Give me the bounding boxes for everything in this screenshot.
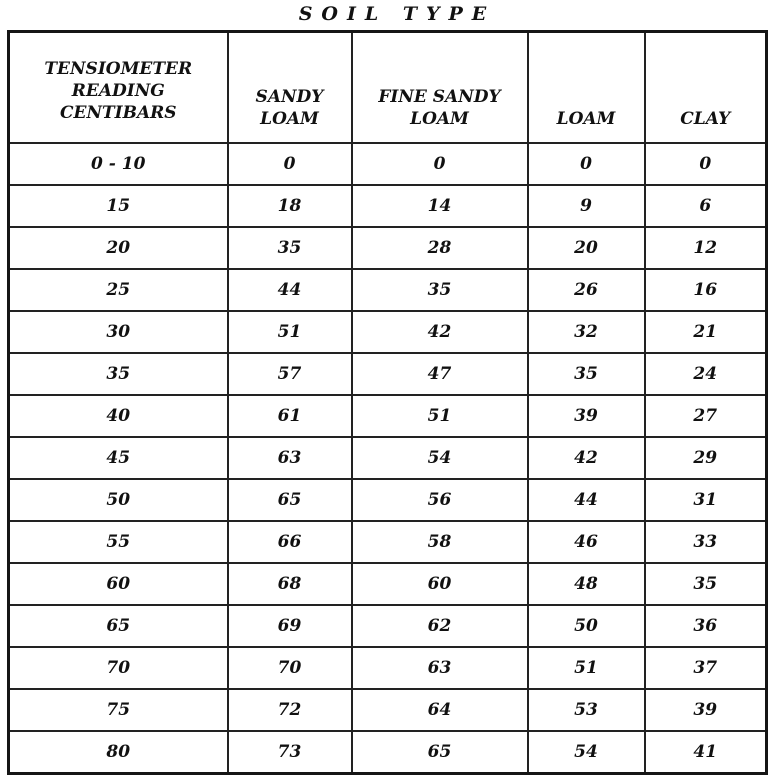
cell-loam: 51 <box>528 647 645 689</box>
cell-loam: 42 <box>528 437 645 479</box>
cell-loam: 0 <box>528 143 645 185</box>
table-row <box>9 563 767 605</box>
table-row <box>9 227 767 269</box>
cell-reading: 65 <box>9 605 228 647</box>
cell-sandy-loam: 66 <box>228 521 352 563</box>
cell-reading: 55 <box>9 521 228 563</box>
cell-reading: 15 <box>9 185 228 227</box>
soil-type-table <box>7 30 768 775</box>
cell-sandy-loam: 65 <box>228 479 352 521</box>
cell-reading: 30 <box>9 311 228 353</box>
cell-fine-sandy-loam: 28 <box>352 227 528 269</box>
cell-fine-sandy-loam: 56 <box>352 479 528 521</box>
cell-fine-sandy-loam: 65 <box>352 731 528 774</box>
header-sandy-loam <box>228 32 352 144</box>
cell-fine-sandy-loam: 35 <box>352 269 528 311</box>
cell-clay: 21 <box>645 311 767 353</box>
header-line: CLAY <box>680 109 731 129</box>
cell-clay: 41 <box>645 731 767 774</box>
cell-sandy-loam: 18 <box>228 185 352 227</box>
cell-reading: 80 <box>9 731 228 774</box>
cell-reading: 25 <box>9 269 228 311</box>
cell-reading: 40 <box>9 395 228 437</box>
header-loam <box>528 32 645 144</box>
table-row <box>9 605 767 647</box>
cell-clay: 0 <box>645 143 767 185</box>
cell-sandy-loam: 72 <box>228 689 352 731</box>
table-row <box>9 395 767 437</box>
cell-clay: 37 <box>645 647 767 689</box>
cell-sandy-loam: 35 <box>228 227 352 269</box>
table-header-row <box>9 32 767 144</box>
cell-clay: 29 <box>645 437 767 479</box>
cell-clay: 27 <box>645 395 767 437</box>
cell-clay: 31 <box>645 479 767 521</box>
cell-reading: 70 <box>9 647 228 689</box>
cell-reading: 75 <box>9 689 228 731</box>
cell-sandy-loam: 44 <box>228 269 352 311</box>
cell-sandy-loam: 68 <box>228 563 352 605</box>
cell-loam: 39 <box>528 395 645 437</box>
cell-fine-sandy-loam: 54 <box>352 437 528 479</box>
cell-loam: 54 <box>528 731 645 774</box>
cell-loam: 46 <box>528 521 645 563</box>
cell-sandy-loam: 73 <box>228 731 352 774</box>
header-line: LOAM <box>260 109 319 129</box>
cell-clay: 6 <box>645 185 767 227</box>
cell-sandy-loam: 51 <box>228 311 352 353</box>
cell-loam: 35 <box>528 353 645 395</box>
table-row <box>9 437 767 479</box>
table-row <box>9 269 767 311</box>
header-line: TENSIOMETER <box>44 58 193 79</box>
cell-fine-sandy-loam: 63 <box>352 647 528 689</box>
cell-clay: 36 <box>645 605 767 647</box>
cell-loam: 53 <box>528 689 645 731</box>
header-line: SANDY <box>255 87 324 107</box>
header-tensiometer-reading <box>9 32 228 144</box>
cell-loam: 32 <box>528 311 645 353</box>
cell-loam: 48 <box>528 563 645 605</box>
cell-fine-sandy-loam: 14 <box>352 185 528 227</box>
cell-clay: 12 <box>645 227 767 269</box>
cell-reading: 35 <box>9 353 228 395</box>
cell-sandy-loam: 63 <box>228 437 352 479</box>
cell-fine-sandy-loam: 62 <box>352 605 528 647</box>
cell-reading: 45 <box>9 437 228 479</box>
cell-loam: 20 <box>528 227 645 269</box>
cell-loam: 9 <box>528 185 645 227</box>
cell-reading: 50 <box>9 479 228 521</box>
cell-fine-sandy-loam: 0 <box>352 143 528 185</box>
table-row <box>9 647 767 689</box>
table-row <box>9 479 767 521</box>
cell-fine-sandy-loam: 60 <box>352 563 528 605</box>
cell-sandy-loam: 69 <box>228 605 352 647</box>
header-fine-sandy-loam <box>352 32 528 144</box>
cell-loam: 50 <box>528 605 645 647</box>
cell-reading: 0 - 10 <box>9 143 228 185</box>
table-row <box>9 311 767 353</box>
cell-fine-sandy-loam: 42 <box>352 311 528 353</box>
header-line: FINE SANDY <box>378 87 501 107</box>
cell-sandy-loam: 0 <box>228 143 352 185</box>
cell-clay: 16 <box>645 269 767 311</box>
table-row <box>9 689 767 731</box>
header-line: LOAM <box>410 109 469 129</box>
header-line: CENTIBARS <box>59 102 177 123</box>
cell-fine-sandy-loam: 58 <box>352 521 528 563</box>
table-row <box>9 185 767 227</box>
cell-clay: 33 <box>645 521 767 563</box>
cell-clay: 24 <box>645 353 767 395</box>
cell-sandy-loam: 57 <box>228 353 352 395</box>
cell-loam: 44 <box>528 479 645 521</box>
cell-fine-sandy-loam: 64 <box>352 689 528 731</box>
cell-loam: 26 <box>528 269 645 311</box>
header-line: LOAM <box>556 109 616 129</box>
table-row <box>9 353 767 395</box>
cell-clay: 35 <box>645 563 767 605</box>
table-body <box>9 143 767 774</box>
page-title: SOIL TYPE <box>298 3 496 25</box>
cell-sandy-loam: 70 <box>228 647 352 689</box>
table-row <box>9 521 767 563</box>
header-clay <box>645 32 767 144</box>
table-row <box>9 731 767 774</box>
cell-sandy-loam: 61 <box>228 395 352 437</box>
cell-reading: 20 <box>9 227 228 269</box>
table-row <box>9 143 767 185</box>
cell-fine-sandy-loam: 51 <box>352 395 528 437</box>
cell-fine-sandy-loam: 47 <box>352 353 528 395</box>
cell-reading: 60 <box>9 563 228 605</box>
header-line: READING <box>71 80 165 101</box>
cell-clay: 39 <box>645 689 767 731</box>
